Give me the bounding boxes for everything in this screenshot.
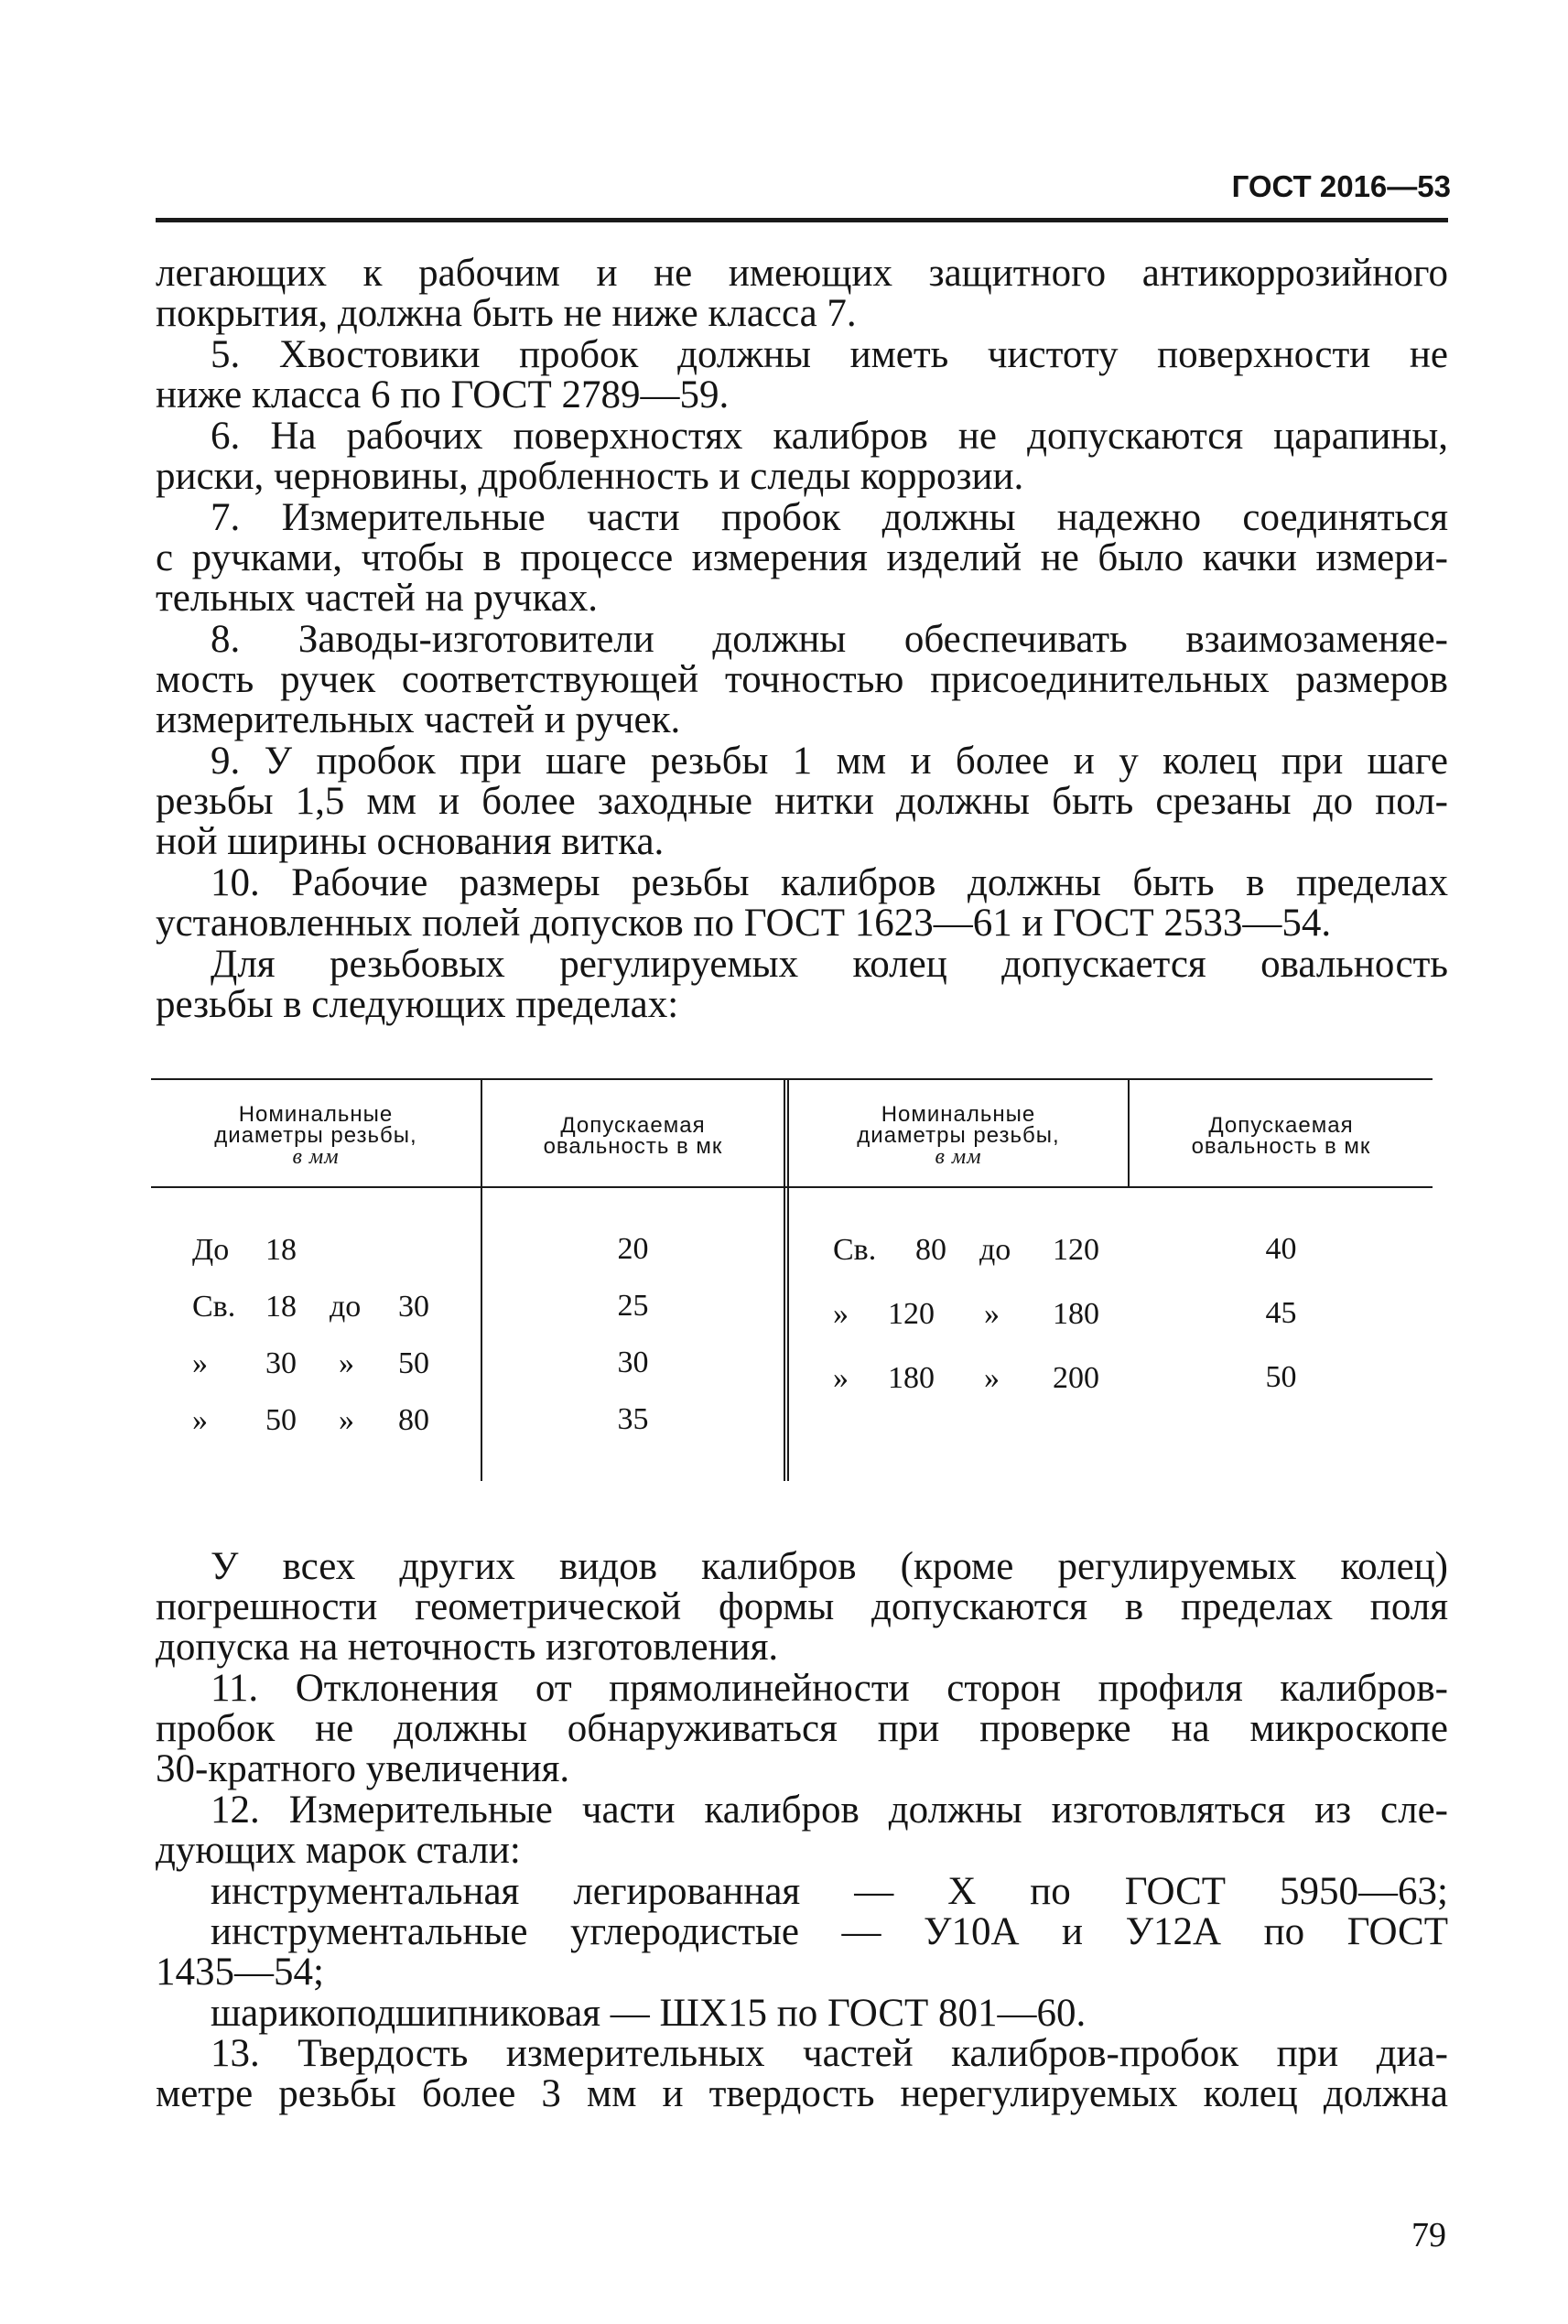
text-line: 7. Измерительные части пробок должны надежно соединяться	[211, 496, 1448, 539]
table-value: 35	[617, 1402, 649, 1436]
text-line: 13. Твердость измерительных частей калибров-пробок при диа-	[211, 2032, 1448, 2075]
text-line: установленных полей допусков по ГОСТ 1623—61 и ГОСТ 2533—54.	[156, 902, 1332, 945]
table-header-rule	[151, 1186, 1433, 1188]
text-line: пробок не должны обнаруживаться при проверке на микроскопе	[156, 1707, 1448, 1750]
text-line: 11. Отклонения от прямолинейности сторон профиля калибров-	[211, 1667, 1448, 1710]
text-line: 10. Рабочие размеры резьбы калибров должны быть в пределах	[211, 861, 1448, 904]
text-line: измерительных частей и ручек.	[156, 698, 681, 741]
table-header-diameter: Номинальные диаметры резьбы, в мм	[857, 1102, 1060, 1169]
text-line: мость ручек соответствующей точностью присоединительных размеров	[156, 658, 1448, 701]
table-top-rule	[151, 1078, 1433, 1080]
page-number: 79	[1411, 2216, 1446, 2254]
text-line: легающих к рабочим и не имеющих защитного антикоррозийного	[156, 252, 1448, 295]
text-line: тельных частей на ручках.	[156, 577, 599, 620]
table-header-diameter: Номинальные диаметры резьбы, в мм	[214, 1102, 417, 1169]
text-line: 30-кратного увеличения.	[156, 1747, 570, 1790]
table-value: 40	[1265, 1232, 1297, 1266]
text-line: 9. У пробок при шаге резьбы 1 мм и более и у колец при шаге	[211, 740, 1448, 783]
text-line: ниже класса 6 по ГОСТ 2789—59.	[156, 373, 730, 416]
text-line: 8. Заводы-изготовители должны обеспечивать взаимозаменяе-	[211, 618, 1448, 661]
text-line: покрытия, должна быть не ниже класса 7.	[156, 292, 857, 335]
text-line: метре резьбы более 3 мм и твердость нерегулируемых колец должна	[156, 2072, 1448, 2115]
header-rule	[156, 218, 1448, 222]
text-line: Для резьбовых регулируемых колец допускается овальность	[211, 943, 1448, 986]
text-line: 12. Измерительные части калибров должны изготовляться из сле-	[211, 1789, 1448, 1832]
text-line: дующих марок стали:	[156, 1829, 521, 1872]
table-header-ovality: Допускаемая овальность в мк	[1191, 1113, 1371, 1159]
text-line: 1435—54;	[156, 1951, 324, 1994]
text-line: погрешности геометрической формы допускаются в пределах поля	[156, 1585, 1448, 1628]
text-line: риски, черновины, дробленность и следы коррозии.	[156, 455, 1024, 498]
text-line: У всех других видов калибров (кроме регулируемых колец)	[211, 1545, 1448, 1588]
table-value: 20	[617, 1232, 649, 1266]
ovality-table: Номинальные диаметры резьбы, в мм Допускаемая овальность в мк Номинальные диаметры резьбы, в мм Допускаемая овальность в мк До 18 Св. 18 до 30 » 30 » 50 » 50 » 80 20 25 30 35 Св. 80 до 120 » 120 » 180 » 180 » 200 40 45 50	[151, 1078, 1433, 1490]
table-value: 25	[617, 1289, 649, 1323]
text-line: инструментальные углеродистые — У10А и У12А по ГОСТ	[211, 1910, 1448, 1953]
table-value: 50	[1265, 1360, 1297, 1394]
text-line: 5. Хвостовики пробок должны иметь чистоту поверхности не	[211, 333, 1448, 376]
text-line: с ручками, чтобы в процессе измерения изделий не было качки измери-	[156, 536, 1448, 579]
page-header: ГОСТ 2016—53	[1231, 169, 1451, 203]
text-line: резьбы 1,5 мм и более заходные нитки должны быть срезаны до пол-	[156, 780, 1448, 823]
text-line: 6. На рабочих поверхностях калибров не допускаются царапины,	[211, 415, 1448, 458]
text-line: инструментальная легированная — Х по ГОСТ 5950—63;	[211, 1870, 1448, 1913]
text-line: шарикоподшипниковая — ШХ15 по ГОСТ 801—60.	[211, 1992, 1087, 2035]
text-line: ной ширины основания витка.	[156, 820, 665, 863]
table-value: 45	[1265, 1296, 1297, 1330]
table-value: 30	[617, 1346, 649, 1379]
text-line: резьбы в следующих пределах:	[156, 983, 679, 1026]
table-header-ovality: Допускаемая овальность в мк	[543, 1113, 723, 1159]
text-line: допуска на неточность изготовления.	[156, 1626, 779, 1669]
